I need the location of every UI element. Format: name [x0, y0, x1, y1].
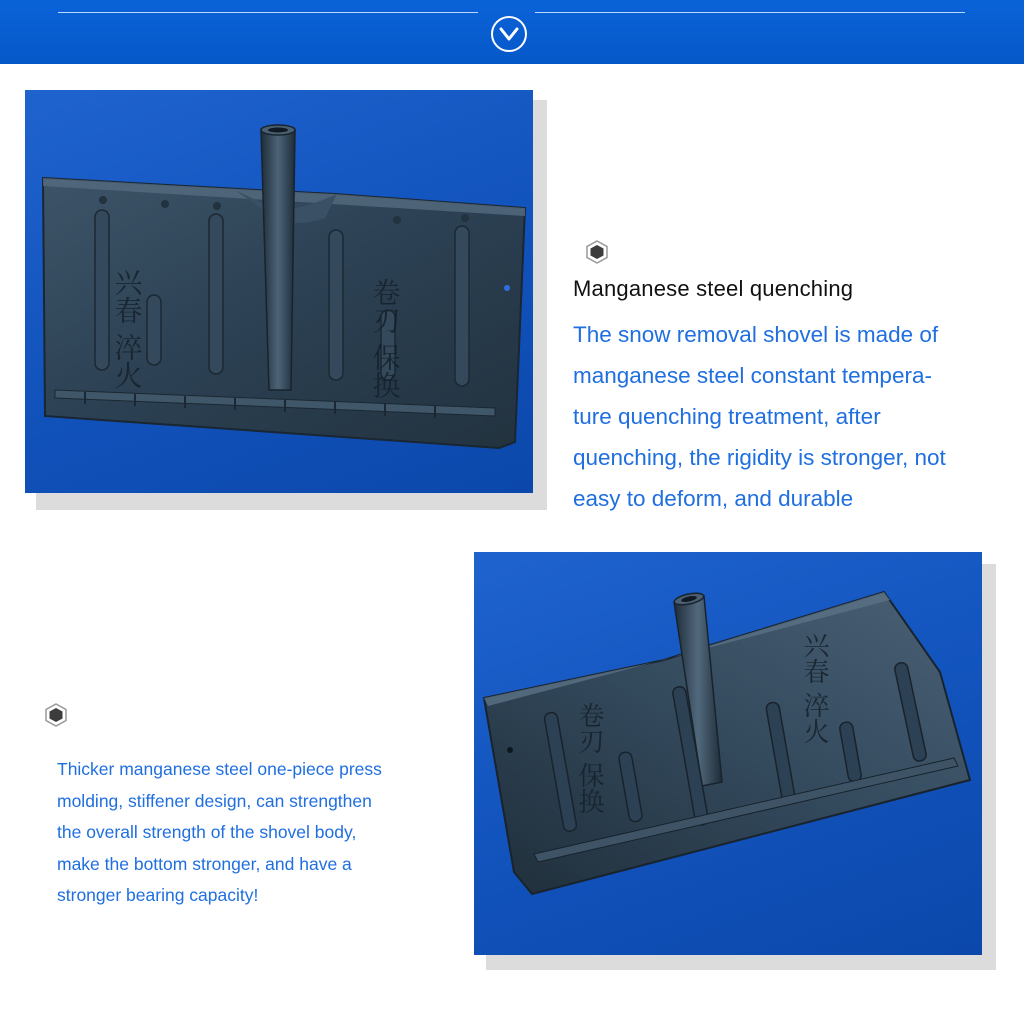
shovel-angled-illustration — [474, 552, 982, 955]
banner-divider-left — [58, 12, 478, 13]
stamp-text-right: 兴春 淬火 — [799, 632, 829, 745]
feature-1-description — [573, 314, 1003, 519]
feature-1-description-line: easy to deform, and durable — [573, 486, 854, 511]
stamp-text-left: 卷刃 保换 — [574, 702, 604, 815]
feature-2-description-line: the overall strength of the shovel body, — [57, 822, 357, 842]
stamp-text-right: 卷刃 保换 — [368, 278, 402, 399]
feature-1-description-line: manganese steel constant tempera- — [573, 363, 932, 388]
shovel-photo-front — [25, 90, 533, 493]
feature-1-description-line: quenching, the rigidity is stronger, not — [573, 445, 946, 470]
shovel-front-illustration — [25, 90, 533, 493]
hexagon-bullet-icon — [44, 703, 68, 727]
banner-divider-right — [535, 12, 965, 13]
feature-1-heading: Manganese steel quenching — [573, 276, 854, 301]
chevron-down-circle-icon[interactable] — [489, 14, 529, 54]
feature-2-description-line: make the bottom stronger, and have a — [57, 853, 352, 874]
feature-2-description — [57, 754, 437, 912]
feature-2-description-line: Thicker manganese steel one-piece press — [57, 759, 382, 779]
stamp-text-left: 兴春 淬火 — [110, 268, 144, 389]
shovel-photo-angled — [474, 552, 982, 955]
feature-1-description-line: ture quenching treatment, after — [573, 404, 881, 429]
feature-2-description-line: stronger bearing capacity! — [57, 885, 259, 905]
hexagon-bullet-icon — [585, 240, 609, 264]
feature-1-description-line: The snow removal shovel is made of — [573, 322, 939, 347]
top-banner — [0, 0, 1024, 64]
feature-2-description-line: molding, stiffener design, can strengthen — [57, 790, 372, 811]
